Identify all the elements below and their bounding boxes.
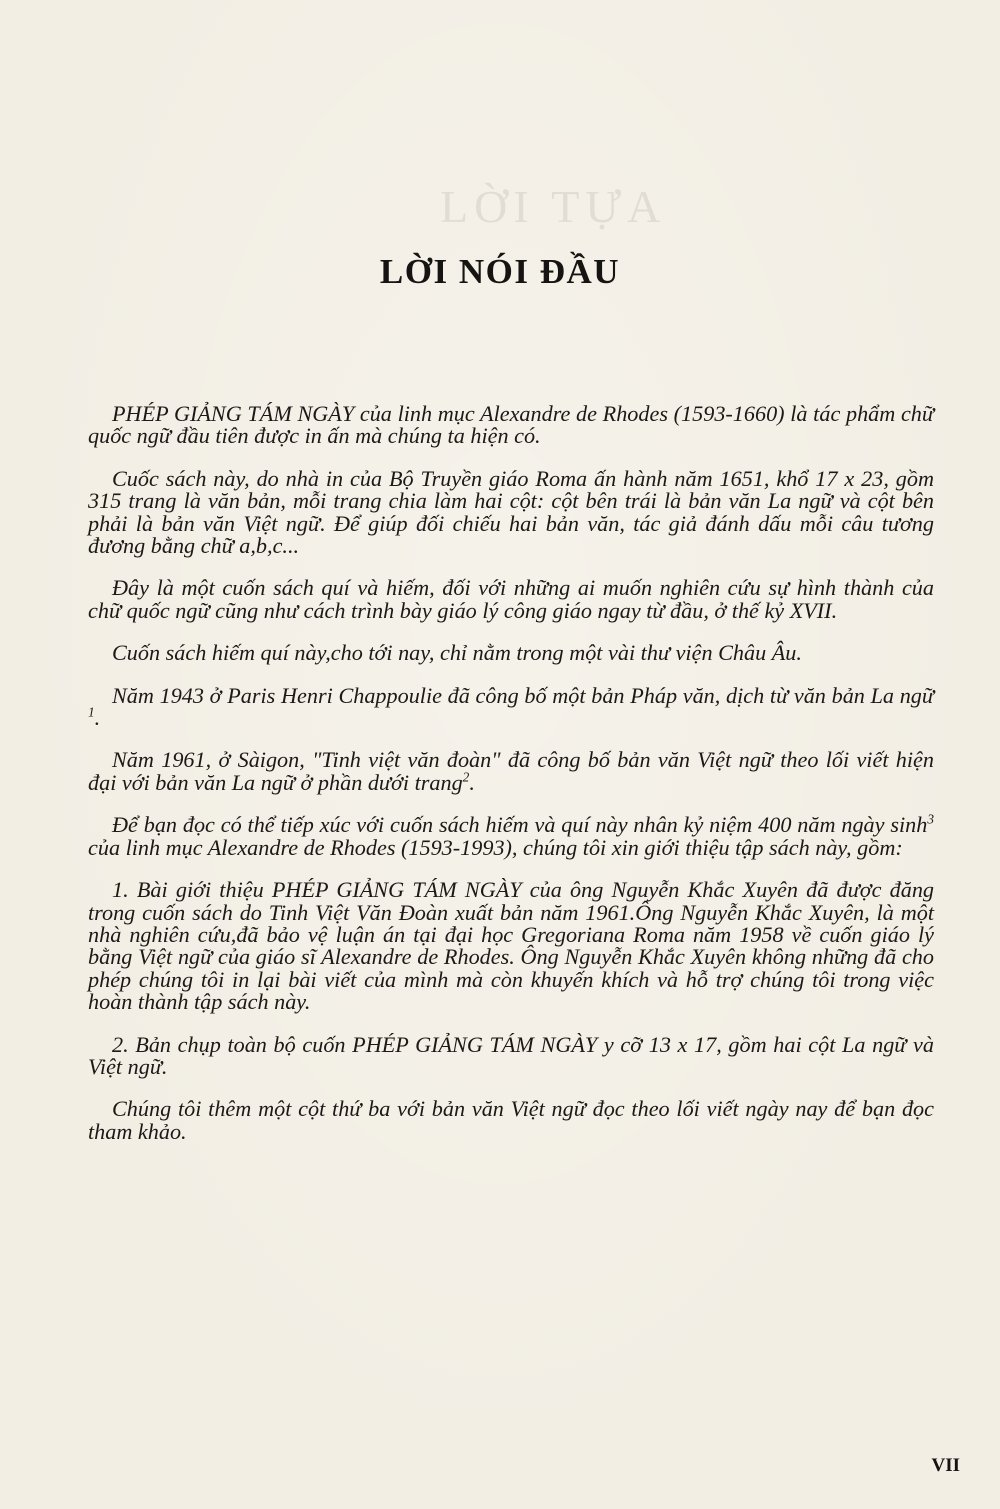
footnote-marker-1: 1 [88,704,95,720]
paragraph-7: Để bạn đọc có thể tiếp xúc với cuốn sách hiếm và quí này nhân kỷ niệm 400 năm ngày $\sinh^3$ của linh mục Alexandre de Rhodes (1593-1993), chúng tôi xin giới thiệu tập sách này, gồm: [88,811,934,860]
paragraph-8: 1. Bài giới thiệu PHÉP GIẢNG TÁM NGÀY của ông Nguyễn Khắc Xuyên đã được đăng trong cuốn sách do Tinh Việt Văn Đoàn xuất bản năm 1961.Ông Nguyễn Khắc Xuyên, là một nhà nghiên cứu,đã bảo vệ luận án tại đại học Gregoriana Roma năm 1958 về cuốn giáo lý bằng Việt ngữ của giáo sĩ Alexandre de Rhodes. Ông Nguyễn Khắc Xuyên không những đã cho phép chúng tôi in lại bài viết của mình mà còn khuyến khích và hỗ trợ chúng tôi trong việc hoàn thành tập sách này. [88,877,934,1015]
footnote-marker-2: 2 [462,769,470,785]
page-title: LỜI NÓI ĐẦU [379,252,621,291]
footnote-marker-3: 3 [927,811,934,827]
paragraph-2: Cuốc sách này, do nhà in của Bộ Truyền giáo Roma ấn hành năm 1651, khổ 17 x 23, gồm 315 trang là văn bản, mỗi trang chia làm hai cột: cột bên trái là bản văn La ngữ và cột bên phải là bản văn Việt ngữ. Để giúp đối chiếu hai bản văn, tác giả đánh dấu mỗi câu tương đương bằng chữ a,b,c... [88,465,934,559]
paragraph-9: 2. Bản chụp toàn bộ cuốn PHÉP GIẢNG TÁM NGÀY y cỡ 13 x 17, gồm hai cột La ngữ và Việt ngữ. [88,1031,934,1079]
body-text [88,403,934,1163]
paragraph-3: Đây là một cuốn sách quí và hiếm, đối với những ai muốn nghiên cứu sự hình thành của chữ quốc ngữ cũng như cách trình bày giáo lý công giáo ngay từ đầu, ở thế kỷ XVII. [88,575,934,623]
paragraph-10: Chúng tôi thêm một cột thứ ba với bản văn Việt ngữ đọc theo lối viết ngày nay để bạn đọc tham khảo. [88,1096,934,1144]
paragraph-1: PHÉP GIẢNG TÁM NGÀY của linh mục Alexandre de Rhodes (1593-1660) là tác phẩm chữ quốc ngữ đầu tiên được in ấn mà chúng ta hiện có. [88,401,934,449]
paragraph-4: Cuốn sách hiếm quí này,cho tới nay, chỉ nằm trong một vài thư viện Châu Âu. [112,640,802,666]
bleed-through-text: LỜI TỰA [440,181,667,232]
paragraph-6: Năm 1961, ở Sàigon, "Tinh việt văn đoàn" đã công bố bản văn Việt ngữ theo lối viết hiện đại với bản văn La ngữ ở phần dưới trang$^2$. [88,747,934,795]
paragraph-5: Năm 1943 ở Paris Henri Chappoulie đã công bố một bản Pháp văn, dịch từ văn bản La ngữ $^1$. [88,682,934,731]
page-number: VII [931,1455,960,1476]
